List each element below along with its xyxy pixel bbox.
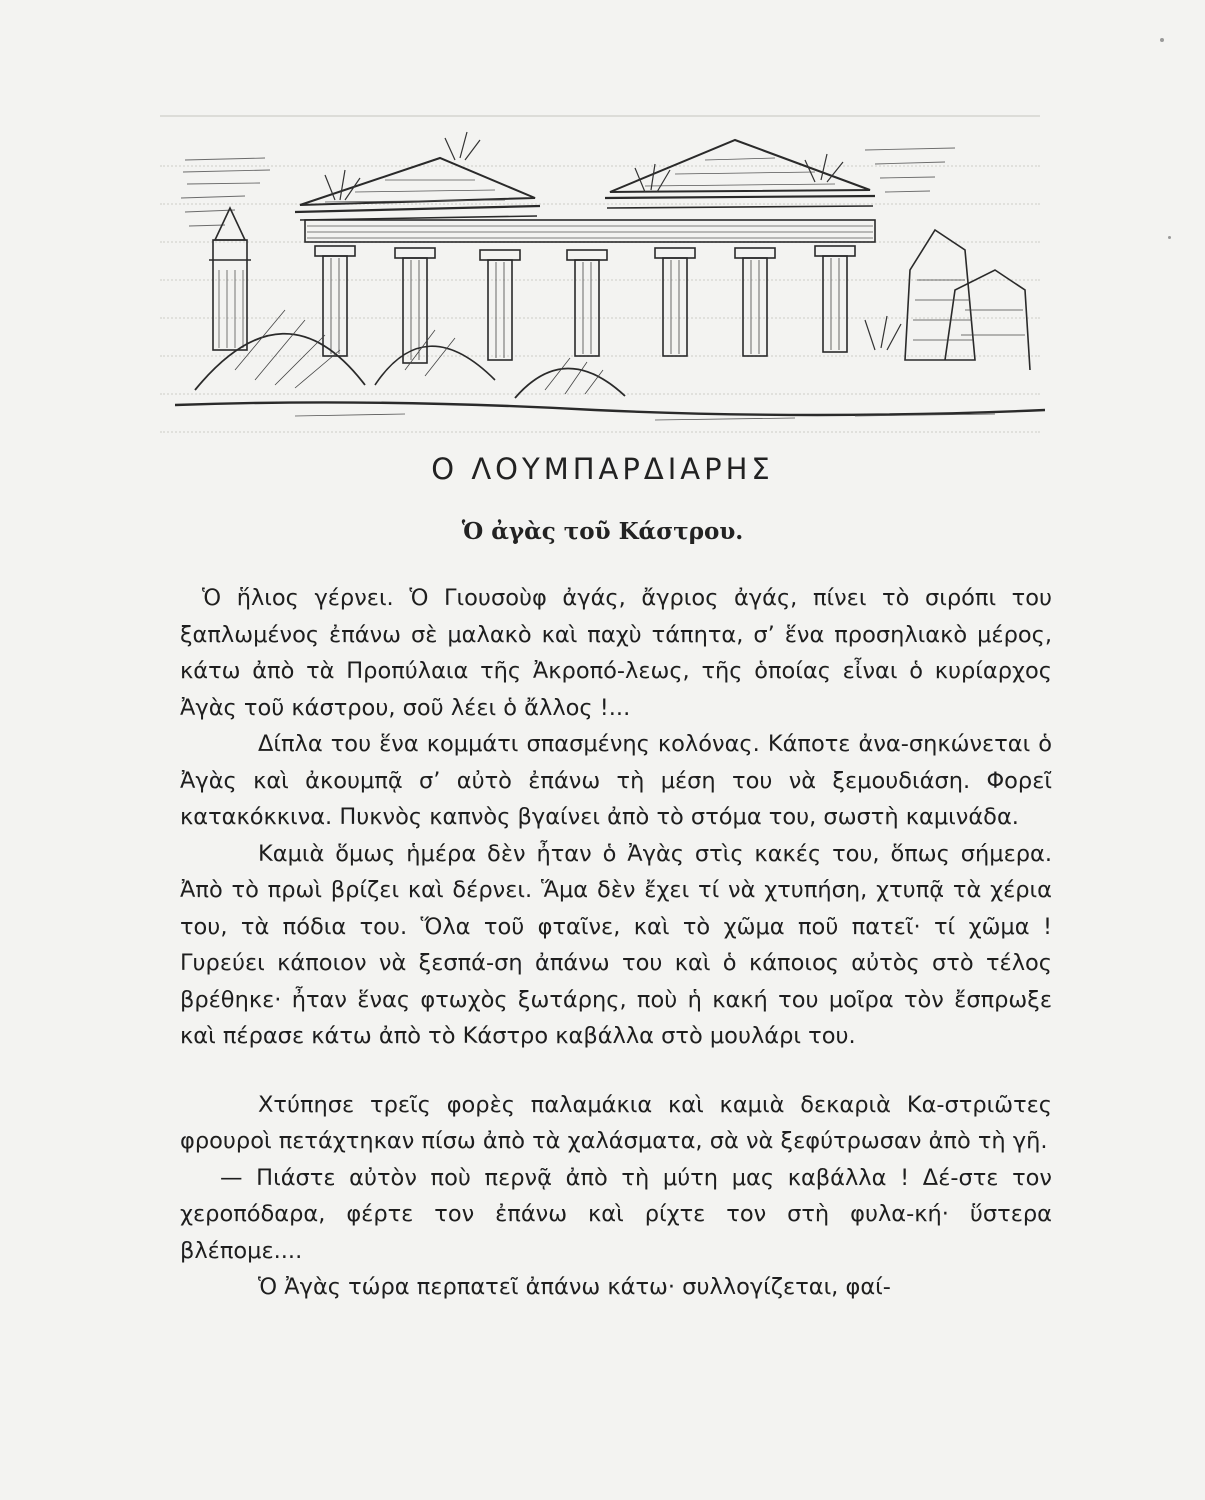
paragraph-6: Ὁ Ἀγὰς τώρα περπατεῖ ἀπάνω κάτω· συλλογίζεται, φαί- (258, 1274, 891, 1300)
propylaea-illustration (175, 120, 1045, 430)
paragraph-3: Καμιὰ ὅμως ἡμέρα δὲν ἦταν ὁ Ἀγὰς στὶς κακές του, ὅπως σήμερα. Ἀπὸ τὸ πρωὶ βρίζει καὶ δέρνει. Ἅμα δὲν ἔχει τί νὰ χτυπήση, χτυπᾷ τὰ χέρια του, τὰ πόδια του. Ὅλα τοῦ φταῖνε, καὶ τὸ χῶμα ποῦ πατεῖ· τί χῶμα ! Γυρεύει κάποιον νὰ ξεσπά-ση ἀπάνω του καὶ ὁ κάποιος αὐτὸς στὸ τέλος βρέθηκε· ἦταν ἕνας φτωχὸς ξωτάρης, ποὺ ἡ κακή του μοῖρα τὸν ἔσπρωξε καὶ πέρασε κάτω ἀπὸ τὸ Κάστρο καβάλλα στὸ μουλάρι του. (180, 840, 1052, 1049)
paragraph-5: — Πιάστε αὐτὸν ποὺ περνᾷ ἀπὸ τὴ μύτη μας καβάλλα ! Δέ-στε τον χεροπόδαρα, φέρτε τον ἐπάνω καὶ ρίχτε τον στὴ φυλα-κή· ὕστερα βλέπομε.... (180, 1164, 1052, 1264)
paper-speck (1168, 236, 1171, 239)
paragraph-2: Δίπλα του ἕνα κομμάτι σπασμένης κολόνας. Κάποτε ἀνα-σηκώνεται ὁ Ἀγὰς καὶ ἀκουμπᾷ σ’ αὐτὸ ἐπάνω τὴ μέση του νὰ ξεμουδιάση. Φορεῖ κατακόκκινα. Πυκνὸς καπνὸς βγαίνει ἀπὸ τὸ στόμα του, σωστὴ καμινάδα. (180, 731, 1052, 830)
body-text (180, 580, 1052, 1306)
paragraph-4: Χτύπησε τρεῖς φορὲς παλαμάκια καὶ καμιὰ δεκαριὰ Κα-στριῶτες φρουροὶ πετάχτηκαν πίσω ἀπὸ τὰ χαλάσματα, σὰ νὰ ξεφύτρωσαν ἀπὸ τὴ γῆ. (180, 1091, 1052, 1154)
chapter-title: Ο ΛΟΥΜΠΑΡΔΙΑΡΗΣ (431, 452, 774, 486)
chapter-subtitle: Ὁ ἀγὰς τοῦ Κάστρου. (461, 518, 744, 545)
paper-speck (1160, 38, 1164, 42)
paragraph-1: Ὁ ἥλιος γέρνει. Ὁ Γιουσοὺφ ἀγάς, ἄγριος ἀγάς, πίνει τὸ σιρόπι του ξαπλωμένος ἐπάνω σὲ μαλακὸ καὶ παχὺ τάπητα, σ’ ἕνα προσηλιακὸ μέρος, κάτω ἀπὸ τὰ Προπύλαια τῆς Ἀκροπό-λεως, τῆς ὁποίας εἶναι ὁ κυρίαρχος Ἀγὰς τοῦ κάστρου, σοῦ λέει ὁ ἄλλος !... (180, 585, 1052, 721)
